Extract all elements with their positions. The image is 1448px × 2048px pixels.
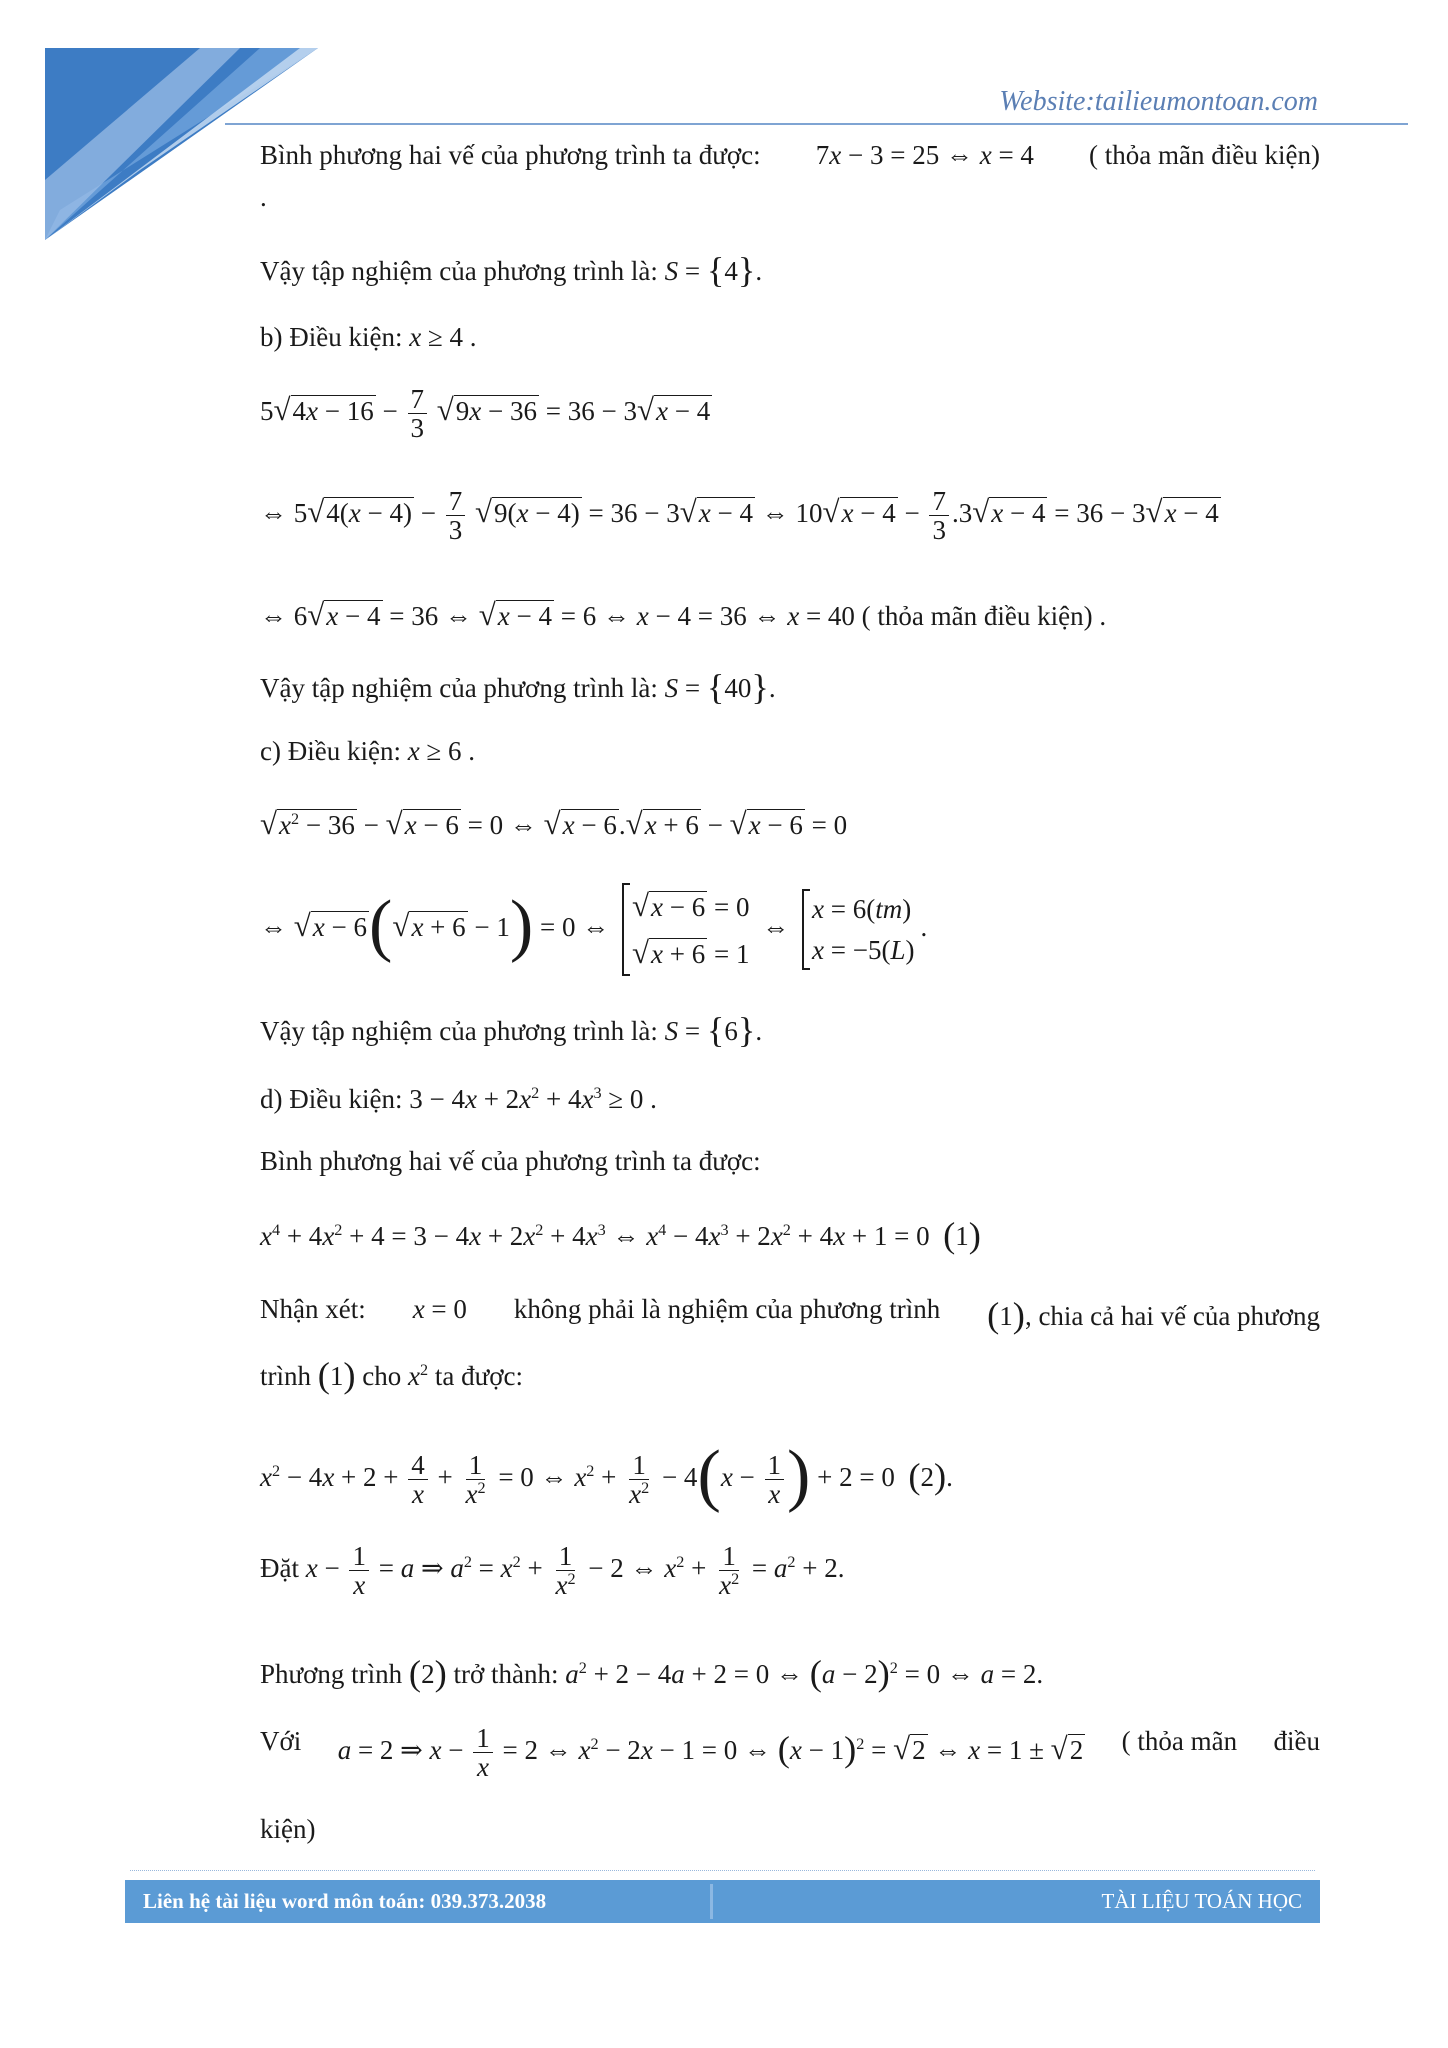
- equation-d1: $x^4 + 4x^2 + 4 = 3 - 4x + 2x^2 + 4x^3$ ⇔ $x^4 - 4x^3 + 2x^2 + 4x + 1 = 0$ (1): [260, 1215, 981, 1255]
- equation: $3 - 4x + 2x^2 + 4x^3 \ge 0$ .: [409, 1084, 657, 1114]
- equation-c2: ⇔ √x − 6(√x + 6 − 1) = 0 ⇔ √x − 6 = 0 √x + 6 = 1 ⇔ x = 6(tm) x = −5(L) .: [260, 880, 927, 976]
- equation: (1): [317, 1355, 356, 1395]
- equation: a = 2 ⇒ x − $\frac{1}{x}$ = 2 ⇔ $x^2 - 2x - 1 = 0$ ⇔ $(x - 1)^2 = √2$ ⇔ x = 1 ± √2: [337, 1723, 1084, 1783]
- equation: S = {40}.: [664, 667, 776, 707]
- with-a-equals-2: Với a = 2 ⇒ x − $\frac{1}{x}$ = 2 ⇔ $x^2 - 2x - 1 = 0$ ⇔ $(x - 1)^2 = √2$ ⇔ x = 1 ± √2 ( thỏa mãn điều: [260, 1723, 1320, 1783]
- corner-decoration: [0, 0, 330, 250]
- equation-d2: $x^2 - 4x + 2$ + $\frac{4}{x}$ + $\frac{1}{x^2}$ = 0 ⇔ $x^2$ + $\frac{1}{x^2}$ − 4(x − $\frac{1}{x}$ ) + 2 = 0 (2).: [260, 1436, 953, 1514]
- equation: (2): [408, 1653, 447, 1693]
- remark-line-1: Nhận xét: x = 0 không phải là nghiệm của phương trình (1), chia cả hai vế của phương: [260, 1292, 1320, 1339]
- conclusion-b: Vậy tập nghiệm của phương trình là: S = {40}.: [260, 667, 776, 707]
- equation-b1: 5√4x − 16 − $\frac{7}{3}$ √9x − 36 = 36 − 3√x − 4: [260, 384, 711, 444]
- solution-bracket: x = 6(tm) x = −5(L): [802, 889, 914, 970]
- condition-c: c) Điều kiện: x ≥ 6 .: [260, 736, 476, 766]
- equation-b3: ⇔ 6√x − 4 = 36 ⇔ √x − 4 = 6 ⇔ x − 4 = 36 ⇔ x = 40 ( thỏa mãn điều kiện) .: [260, 597, 1107, 632]
- line-square-a: Bình phương hai vế của phương trình ta được: 7x − 3 = 25 ⇔ x = 4 ( thỏa mãn điều kiện): [260, 138, 1320, 173]
- substitution: Đặt x − $\frac{1}{x}$ = a ⇒ $a^2 = x^2$ + $\frac{1}{x^2}$ − 2 ⇔ $x^2$ + $\frac{1}{x^2}$ = $a^2 + 2$.: [260, 1541, 845, 1601]
- equation: x = 0: [412, 1294, 467, 1324]
- condition-b: b) Điều kiện: x ≥ 4 .: [260, 322, 477, 352]
- conclusion-c: Vậy tập nghiệm của phương trình là: S = {6}.: [260, 1010, 763, 1050]
- equation: S = {4}.: [664, 250, 763, 290]
- header-rule: [225, 123, 1408, 125]
- remark-line-2: trình (1) cho $x^2$ ta được:: [260, 1355, 523, 1395]
- footer-brand: TÀI LIỆU TOÁN HỌC: [1101, 1889, 1302, 1913]
- equation: 7x − 3 = 25 ⇔ x = 4: [815, 140, 1034, 170]
- equation: x − $\frac{1}{x}$ = a ⇒ $a^2 = x^2$ + $\frac{1}{x^2}$ − 2 ⇔ $x^2$ + $\frac{1}{x^2}$ = $a^2 + 2$.: [305, 1541, 845, 1601]
- equation: $a^2 + 2 - 4a + 2 = 0$ ⇔ $(a - 2)^2 = 0$ ⇔ a = 2.: [565, 1653, 1044, 1693]
- equation-b2: ⇔ 5√4(x − 4) − $\frac{7}{3}$ √9(x − 4) = 36 − 3√x − 4 ⇔ 10√x − 4 − $\frac{7}{3}$ .3√x − 4 = 36 − 3√x − 4: [260, 486, 1219, 546]
- equation-2-becomes: Phương trình (2) trở thành: $a^2 + 2 - 4a + 2 = 0$ ⇔ $(a - 2)^2 = 0$ ⇔ a = 2.: [260, 1653, 1044, 1693]
- equation: x ≥ 4 .: [409, 322, 477, 352]
- equation-c1: $√x^2 - 36 - √x - 6 = 0$ ⇔ √x − 6.√x + 6 − √x − 6 = 0: [260, 806, 848, 841]
- square-d: Bình phương hai vế của phương trình ta được:: [260, 1146, 761, 1176]
- conclusion-a: Vậy tập nghiệm của phương trình là: S = {4}.: [260, 250, 763, 290]
- condition-d: d) Điều kiện: $3 - 4x + 2x^2 + 4x^3 \ge 0$ .: [260, 1084, 657, 1114]
- website-header: Website:tailieumontoan.com: [999, 86, 1318, 117]
- kien-line: kiện): [260, 1814, 316, 1844]
- equation: x ≥ 6 .: [407, 736, 476, 766]
- equation: S = {6}.: [664, 1010, 763, 1050]
- footer-contact: Liên hệ tài liệu word môn toán: 039.373.2038: [143, 1889, 547, 1913]
- footer-dotted-rule: [130, 1870, 1315, 1871]
- equation: $x^2$: [408, 1361, 429, 1391]
- footer-divider: [710, 1884, 713, 1919]
- footer-bar: [125, 1880, 1320, 1923]
- system-bracket: √x − 6 = 0 √x + 6 = 1: [622, 883, 750, 976]
